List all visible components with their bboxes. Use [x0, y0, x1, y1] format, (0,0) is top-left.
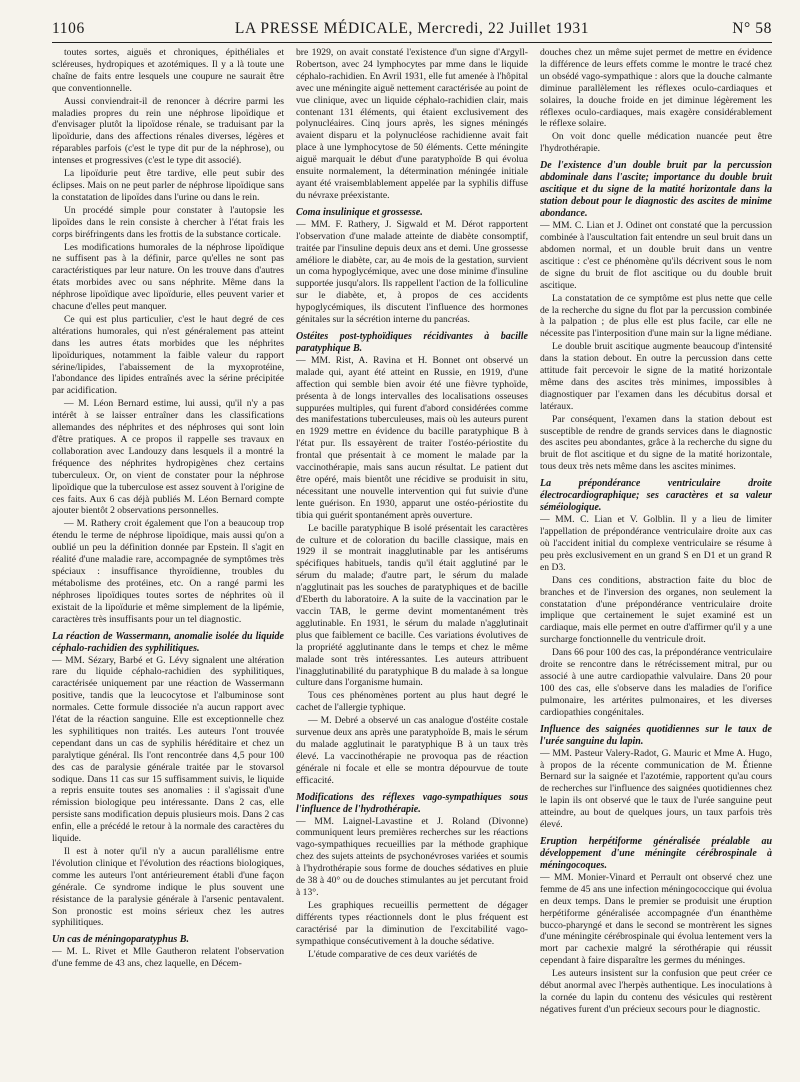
article-heading: La prépondérance ventriculaire droite électrocardiographique; ses caractères et sa valeur séméiologique. — [540, 478, 772, 514]
paragraph: Tous ces phénomènes portent au plus haut degré le cachet de l'allergie typhique. — [296, 690, 528, 714]
column-3 — [540, 47, 772, 1071]
article-heading: Coma insulinique et grossesse. — [296, 206, 423, 218]
article-heading: Ostéites post-typhoïdiques récidivantes à bacille paratyphique B. — [296, 330, 528, 354]
article-heading: Eruption herpétiforme généralisée préalable au développement d'une méningite cérébrospinale à méningocoques. — [540, 835, 772, 871]
paragraph: Un procédé simple pour constater à l'autopsie les lipoïdes dans le rein consiste à chercher à l'état frais les corps biréfringents dans les frottis de la substance corticale. — [52, 204, 284, 240]
paragraph: — MM. Pasteur Valery-Radot, G. Mauric et Mme A. Hugo, à propos de la récente communication de M. Étienne Bernard sur la saignée et l'azotémie, rapportent qu'au cours de recherches sur l'influence des saignées quotidiennes chez le lapin ils ont observé que le taux de l'urée sanguine peut atteindre, au bout de quelques jours, un taux parfois très élevé. — [540, 747, 772, 831]
paragraph: Il est à noter qu'il n'y a aucun parallélisme entre l'évolution clinique et l'évolution des réactions biologiques, comme les auteurs l'ont antérieurement établi d'une façon générale. Ce syndrome indique le plus souvent une résistance de la paralysie générale à l'arsenic pentavalent. Son pronostic est moins sérieux chez les autres syphilitiques. — [52, 846, 284, 929]
paragraph: Ce qui est plus particulier, c'est le haut degré de ces altérations humorales, qui n'est généralement pas atteint dans les autres états morbides que les néphrites lipoïduriques, notamment la faible valeur du rapport sérine/lipides, l'abaissement de la myxoprotéine, l'abondance des lipides entraînés avec la sérine précipitée par acidification. — [52, 313, 284, 397]
text-columns — [52, 47, 772, 1071]
paragraph: Par conséquent, l'examen dans la station debout est susceptible de rendre de grands services dans le diagnostic des ascites peu abondantes, grâce à la recherche du signe du bruit de flot ascitique et du signe de la matité horizontale, tous deux très nets même dans les ascites minimes. — [540, 413, 772, 473]
paragraph: — M. Léon Bernard estime, lui aussi, qu'il n'y a pas intérêt à se laisser entraîner dans les classifications allemandes des néphrites et des néphroses qui sont loin d'être pratiques. A ce propos il rappelle ses travaux en collaboration avec Landouzy dans lesquels il a montré la fréquence des néphrites hydropigènes chez certains tuberculeux. Or, on vient de constater pour la néphrose lipoïdique que la tuberculose est assez souvent à l'origine de ces faits. Aux 6 cas déjà publiés M. Léon Bernard compte ajouter bientôt 2 observations personnelles. — [52, 398, 284, 517]
page-number: 1106 — [52, 20, 85, 37]
paragraph: La constatation de ce symptôme est plus nette que celle de la recherche du signe du flot par la percussion combinée à la palpation ; de plus elle est plus facile, car elle ne nécessite pas l'interposition d'une main sur la ligne médiane. — [540, 292, 772, 340]
paragraph: — MM. Monier-Vinard et Perrault ont observé chez une femme de 45 ans une infection méningococcique qui évolua en deux temps. Dans le premier se produisit une éruption herpétiforme généralisée accompagnée d'un énanthème bucco-pharyngé et dans le second se montrèrent les signes d'une méningite cérébrospinale qui évolua lentement vers la mort par cachexie malgré la sérothérapie qui réussit cependant à faire disparaître les germes du méninges. — [540, 871, 772, 967]
paragraph: On voit donc quelle médication nuancée peut être l'hydrothérapie. — [540, 131, 772, 155]
paragraph: — M. Rathery croit également que l'on a beaucoup trop étendu le terme de néphrose lipoïdique, mais aussi qu'on a oublié un peu la définition donnée par Epstein. Il s'agit en réalité d'une maladie rare, accompagnée de symptômes très spéciaux : insuffisance thyroïdienne, troubles du métabolisme des protéines, etc. On a rangé parmi les néphroses lipoïdiques toutes sortes de néphrites où il existait de la lipoïdurie et même simplement de la lipémie, caractères très insuffisants pour un tel diagnostic. — [52, 518, 284, 625]
paragraph: Les graphiques recueillis permettent de dégager différents types réactionnels dont le plus fréquent est caractérisé par la diminution de l'excitabilité vago-sympathique consécutivement à la douche sédative. — [296, 899, 528, 947]
article-heading: Un cas de méningoparatyphus B. — [52, 934, 189, 946]
paragraph: — MM. C. Lian et V. Golblin. Il y a lieu de limiter l'appellation de prépondérance ventriculaire droite aux cas où l'accident initial du complexe ventriculaire se résume à peu près exclusivement en un grand S en D1 et un grand R en D3. — [540, 514, 772, 573]
paragraph: Aussi conviendrait-il de renoncer à décrire parmi les maladies propres du rein une néphrose lipoïdique et d'envisager plutôt la lipoïdose rénale, se traduisant par la lipoïdurie, dans des affections rénales diverses, légères et réparables parfois (c'est le type dit pur de la néphrose), ou intenses et progressives (c'est le type dit associé). — [52, 95, 284, 167]
header-rule — [52, 42, 772, 43]
paragraph: Les auteurs insistent sur la confusion que peut créer ce début anormal avec l'herpès authentique. Les inoculations à la cornée du lapin du contenu des vésicules qui restèrent négatives furent d'un précieux secours pour le diagnostic. — [540, 968, 772, 1015]
paragraph: La lipoïdurie peut être tardive, elle peut subir des éclipses. Mais on ne peut parler de néphrose lipoïdique sans la constatation de lipoïdes dans l'urine ou dans le rein. — [52, 168, 284, 203]
paragraph: — MM. F. Rathery, J. Sigwald et M. Dérot rapportent l'observation d'une malade atteinte de diabète consomptif, traitée par l'insuline depuis deux ans et demi. Une grossesse améliore le diabète, car, au 4e mois de la gestation, survient un coma hypoglycémique, avec une dose minime d'insuline supportée jusqu'alors. Ils rappellent l'action de la folliculine sur le diabète, et, à propos de ces accidents hypoglycémiques, ils discutent l'influence des hormones génitales sur la sécrétion interne du pancréas. — [296, 218, 528, 326]
paragraph: Dans 66 pour 100 des cas, la prépondérance ventriculaire droite se rencontre dans le rétrécissement mitral, pur ou associé à une autre cardiopathie valvulaire. Dans 20 pour 100 des cas, elle s'observe dans les maladies de l'orifice pulmonaire, les artérites pulmonaires, et les diverses cardiopathies congénitales. — [540, 647, 772, 718]
article-heading: Modifications des réflexes vago-sympathiques sous l'influence de l'hydrothérapie. — [296, 791, 528, 815]
column-2 — [296, 47, 528, 1071]
paragraph: L'étude comparative de ces deux variétés de — [308, 948, 478, 960]
paragraph: Dans ces conditions, abstraction faite du bloc de branches et de l'inversion des organes, non seulement la constatation d'une prépondérance ventriculaire droite implique que certainement le sujet examiné est un cardiaque, mais elle permet en outre d'affirmer qu'il y a une surcharge fonctionnelle du ventricule droit. — [540, 574, 772, 646]
paragraph: toutes sortes, aiguës et chroniques, épithéliales et scléreuses, hydropiques et azotémiques. Il y a là toute une chaîne de faits entre lesquels une coupure ne saurait être que conventionnelle. — [52, 47, 284, 94]
paragraph: — M. Debré a observé un cas analogue d'ostéite costale survenue deux ans après une paratyphoïde B, mais le sérum du malade agglutinait le paratyphique B à un taux très élevé. La vaccinothérapie ne provoqua pas de réaction générale ni focale et elle se montra dépourvue de toute efficacité. — [296, 715, 528, 786]
paragraph: Le bacille paratyphique B isolé présentait les caractères de culture et de coloration du bacille classique, mais en 1929 il se montrait inagglutinable par les antisérums spécifiques habituels, tandis qu'il était agglutiné par le sérum du malade; d'autre part, le sérum du malade n'agglutinait pas les souches de paratyphiques et de bacille d'Eberth du laboratoire. A la suite de la vaccination par le vaccin TAB, le germe devint momentanément très agglutinable. En 1931, le sérum du malade n'agglutinait plus que faiblement ce bacille. Ces variations évolutives de la propriété agglutinante dans le temps et chez le même malade sont très intéressantes. Les auteurs attribuent l'inagglutinabilité du paratyphique B du malade à sa longue culture dans l'organisme humain. — [296, 522, 528, 689]
article-heading: Influence des saignées quotidiennes sur le taux de l'urée sanguine du lapin. — [540, 723, 772, 747]
paragraph: — MM. C. Lian et J. Odinet ont constaté que la percussion combinée à l'auscultation fait entendre un seul bruit dans un abdomen normal, et un double bruit dans un ventre ascitique : c'est ce phénomène qu'ils décrivent sous le nom de signe du bruit de flot ascitique ou du double bruit ascitique. — [540, 220, 772, 291]
page-header — [52, 0, 772, 36]
paragraph: Le double bruit ascitique augmente beaucoup d'intensité dans la station debout. En outre la percussion dans cette attitude fait percevoir le signe de la matité horizontale même dans des ascites très minimes, impossibles à diagnostiquer par l'examen dans les décubitus dorsal et latéraux. — [540, 341, 772, 412]
article-heading: De l'existence d'un double bruit par la percussion abdominale dans l'ascite; importance du double bruit ascitique et du signe de la matité horizontale dans la station debout pour le diagnostic des ascites de minime abondance. — [540, 160, 772, 220]
issue-number: N° 58 — [732, 20, 772, 37]
paragraph: bre 1929, on avait constaté l'existence d'un signe d'Argyll-Robertson, avec 24 lymphocytes par mme dans le liquide céphalo-rachidien. En Avril 1931, elle fut amenée à l'hôpital avec une méningite aiguë nettement caractérisée au point de vue clinique, avec un liquide céphalo-rachidien clair, mais contenant 131 éléments, qui étaient exclusivement des polynucléaires. Cinq jours après, les signes méningés avaient disparu et la polynucléose rachidienne avait fait place à une lymphocytose de 50 éléments. Cette méningite aiguë marquait le début d'une paratyphoïde B qui évolua ensuite normalement, la détermination méningée initiale ayant été vraisemblablement appelée par la syphilis diffuse du névraxe préexistante. — [296, 47, 528, 201]
paragraph: — MM. Sézary, Barbé et G. Lévy signalent une altération rare du liquide céphalo-rachidien des syphilitiques, caractérisée uniquement par une réaction de Wassermann positive, tandis que la leucocytose et l'albuminose sont normales. Cette formule dissociée n'a aucun rapport avec l'état de la réaction sanguine. Elle est exceptionnelle chez les syphilitiques non traités. Les auteurs l'ont trouvée cependant dans un cas de syphilis héréditaire et chez un paralytique général. Ils l'ont rencontrée dans 4,5 pour 100 des cas de paralysie générale traitée par le stovarsol sodique. Dans 11 cas sur 15 suffisamment suivis, le liquide a repris ensuite toutes ses anomalies : il s'agissait d'une rémission biologique peu intéressante. Dans 2 cas, elle persiste sans modification depuis plusieurs mois. Dans 2 cas enfin, elle a précédé le retour à la normale des caractères du liquide. — [52, 654, 284, 845]
paragraph: — M. L. Rivet et Mlle Gautheron relatent l'observation d'une femme de 43 ans, chez laquelle, en Décem- — [52, 946, 284, 970]
paragraph: Les modifications humorales de la néphrose lipoïdique ne suffisent pas à la définir, parce qu'elles ne sont pas caractéristiques par leur nature. On les trouve dans d'autres états morbides avec ou sans néphrite. Même dans la néphrose lipoïdique avec lipoïdurie, elles peuvent varier et chacune d'elles peut manquer. — [52, 241, 284, 313]
journal-title: LA PRESSE MÉDICALE, Mercredi, 22 Juillet 1931 — [234, 20, 590, 37]
paragraph: — MM. Rist, A. Ravina et H. Bonnet ont observé un malade qui, ayant été atteint en Russie, en 1919, d'une affection qui semble bien avoir été une fièvre typhoïde, présenta à de longs intervalles des localisations osseuses suppurées multiples, qui furent d'abord considérées comme des manifestations tuberculeuses, mais où les auteurs purent en 1929 mettre en évidence du bacille paratyphique B à l'état pur. Ils essayèrent de traiter l'ostéo-périostite du frontal que présentait à ce moment le malade par la vaccinothérapie, mais sans aucun résultat. Le patient dut être opéré, mais bientôt une récidive se produisit in situ, nécessitant une nouvelle intervention qui fut suivie d'une lente guérison. En 1930, apparut une ostéo-périostite du tibia qui guérit spontanément après ouverture. — [296, 354, 528, 521]
paragraph: douches chez un même sujet permet de mettre en évidence la différence de leurs effets comme le montre le tracé chez un obsédé vago-sympathique : alors que la douche calmante diminue parallèlement les réflexes oculo-cardiaques et solaires, la douche froide en jet diminue légèrement les réflexes oculo-cardiaques, mais exagère considérablement le réflexe solaire. — [540, 47, 772, 130]
article-heading: La réaction de Wassermann, anomalie isolée du liquide céphalo-rachidien des syphilitiques. — [52, 630, 284, 654]
column-1 — [52, 47, 284, 1071]
paragraph: — MM. Laignel-Lavastine et J. Roland (Divonne) communiquent leurs premières recherches sur les réactions vago-sympathiques recueillies par la méthode graphique chez des sujets atteints de psychonévroses variées et soumis à l'hydrothérapie sous forme de douches sédatives en pluie de 38 à 40° ou de douches stimulantes au jet percutant froid à 13°. — [296, 815, 528, 898]
